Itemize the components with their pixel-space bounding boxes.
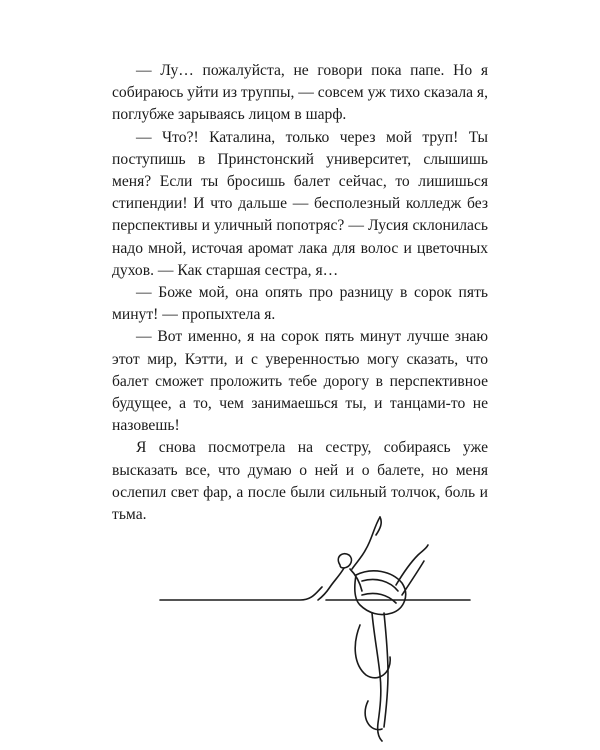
ballerina-line-drawing-icon	[0, 505, 600, 750]
body-text	[112, 60, 488, 526]
paragraph-2: — Что?! Каталина, только через мой труп! Ты поступишь в Принстонский университет, слышишь меня? Если ты бросишь балет сейчас, то лишишься стипендии! И что дальше — бесполезный колледж без перспективы и уличный попотряс? — Лусия склонилась надо мной, источая аромат лака для волос и цветочных духов. — Как старшая сестра, я…	[112, 128, 488, 279]
raised-arm	[352, 517, 380, 569]
paragraph-4: — Вот именно, я на сорок пять минут лучше знаю этот мир, Кэтти, и с уверенностью могу сказать, что балет сможет проложить тебе дорогу в перспективное будущее, а то, чем занимаешься ты, и танцами-то не назовешь!	[112, 328, 488, 435]
tutu	[355, 571, 406, 615]
paragraph-5: Я снова посмотрела на сестру, собираясь уже высказать все, что думаю о ней и о балете, но меня ослепил свет фар, а после были сильный толчок, боль и тьма.	[112, 439, 488, 524]
paragraph-1: — Лу… пожалуйста, не говори пока папе. Но я собираюсь уйти из труппы, — совсем уж тихо сказала я, поглубже зарываясь лицом в шарф.	[112, 62, 488, 124]
head	[338, 554, 351, 568]
paragraph-3: — Боже мой, она опять про разницу в сорок пять минут! — пропыхтела я.	[112, 284, 488, 324]
torso	[318, 568, 344, 600]
barre-line	[160, 587, 470, 600]
